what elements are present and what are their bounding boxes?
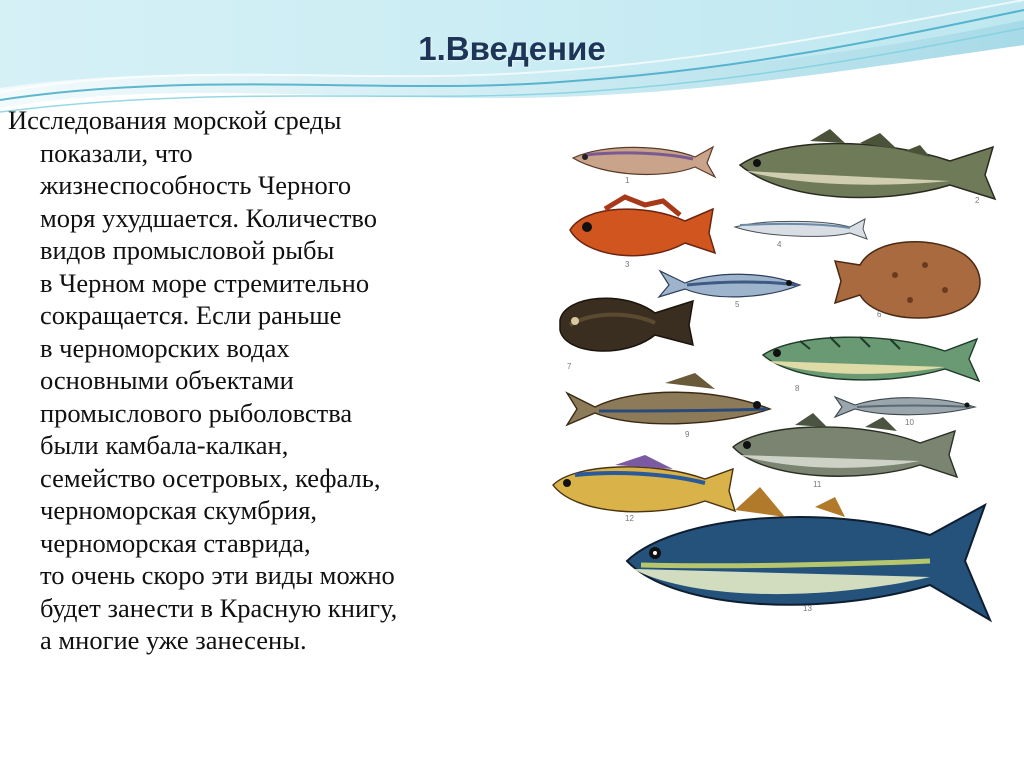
- paragraph-line: а многие уже занесены.: [40, 625, 307, 655]
- paragraph-line: семейство осетровых, кефаль,: [40, 462, 381, 493]
- paragraph-line: промыслового рыболовства: [40, 397, 353, 428]
- fish-number-label: 11: [813, 480, 822, 489]
- paragraph-line: в черноморских водах: [40, 332, 290, 363]
- paragraph-line: видов промысловой рыбы: [40, 235, 335, 265]
- fish-1-herring: [573, 147, 715, 185]
- paragraph-line: Исследования морской среды: [8, 105, 342, 135]
- paragraph-line: черноморская ставрида,: [40, 527, 311, 558]
- fish-number-label: 8: [795, 384, 800, 393]
- fish-4-anchovy: [735, 219, 867, 249]
- fish-5-sprat: [659, 271, 800, 309]
- fish-number-label: 4: [777, 240, 782, 249]
- fish-species-picture: [545, 125, 1005, 630]
- paragraph-line: сокращается. Если раньше: [40, 300, 342, 330]
- paragraph-line: моря ухудшается. Количество: [40, 202, 378, 233]
- fish-2-cod: [740, 129, 995, 205]
- fish-number-label: 12: [625, 514, 634, 523]
- fish-number-label: 3: [625, 260, 630, 269]
- paragraph-line: в Черном море стремительно: [40, 267, 370, 298]
- fish-number-label: 10: [905, 418, 914, 427]
- fish-9-horse-mackerel: [567, 373, 770, 439]
- paragraph-line: были камбала-калкан,: [40, 430, 289, 460]
- fish-illustration: [545, 125, 1005, 630]
- fish-12-wrasse: [553, 455, 735, 523]
- fish-6-flounder: [835, 242, 980, 319]
- fish-number-label: 9: [685, 430, 690, 439]
- fish-number-label: 7: [567, 362, 572, 371]
- body-paragraph: [8, 104, 548, 657]
- fish-number-label: 2: [975, 196, 980, 205]
- fish-3-scorpionfish: [570, 197, 715, 269]
- fish-11-mullet: [733, 413, 957, 489]
- paragraph-line: основными объектами: [40, 365, 294, 395]
- paragraph-line: показали, что: [40, 137, 193, 168]
- fish-number-label: 13: [803, 604, 812, 613]
- paragraph-line: то очень скоро эти виды можно: [40, 560, 395, 590]
- slide-title: 1.Введение: [418, 30, 606, 67]
- fish-10-smelt: [835, 397, 975, 427]
- fish-7-turbot: [560, 298, 693, 371]
- paragraph-line: жизнеспособность Черного: [40, 170, 352, 200]
- fish-number-label: 6: [877, 310, 882, 319]
- fish-number-label: 1: [625, 176, 630, 185]
- fish-8-mackerel: [763, 337, 979, 393]
- fish-number-label: 5: [735, 300, 740, 309]
- paragraph-line: будет занести в Красную книгу,: [40, 592, 398, 623]
- paragraph-line: черноморская скумбрия,: [40, 495, 318, 525]
